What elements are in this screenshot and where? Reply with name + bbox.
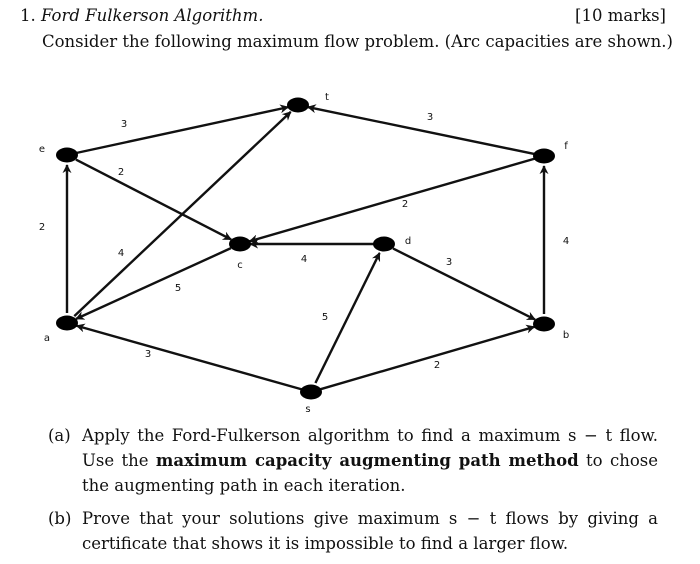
part-b-text: Prove that your solutions give maximum s − t flows by giving a certificate that shows it is impossible to find a larger flow. [82, 509, 658, 553]
node-label-f: f [564, 141, 568, 152]
edge-e-t [77, 107, 288, 153]
capacity-label-f-t: 3 [426, 112, 434, 123]
node-t [287, 98, 309, 113]
edge-f-c [250, 159, 535, 241]
capacity-label-s-d: 5 [321, 312, 329, 323]
edge-d-b [393, 248, 535, 319]
part-a-bold: maximum capacity augmenting path method [155, 451, 579, 470]
edge-c-a [76, 248, 231, 319]
capacity-label-c-a: 5 [174, 283, 182, 294]
node-s [300, 385, 322, 400]
question-number: 1. [20, 6, 36, 25]
part-b-label: (b) [48, 509, 72, 528]
node-f [533, 149, 555, 164]
capacity-label-b-f: 4 [562, 236, 570, 247]
edge-a-t [74, 112, 290, 316]
node-b [533, 317, 555, 332]
part-a [48, 423, 658, 498]
node-label-b: b [562, 330, 570, 341]
edge-s-a [77, 326, 302, 390]
node-label-t: t [325, 92, 329, 103]
node-label-a: a [43, 333, 51, 344]
capacity-label-d-b: 3 [445, 257, 453, 268]
node-e [56, 148, 78, 163]
capacity-label-e-t: 3 [120, 119, 128, 130]
node-c [229, 237, 251, 252]
part-a-label: (a) [48, 426, 71, 445]
capacity-label-e-c: 2 [117, 167, 125, 178]
node-a [56, 316, 78, 331]
part-b [48, 506, 658, 556]
edge-s-b [321, 327, 535, 389]
node-label-c: c [237, 260, 243, 271]
edge-f-t [308, 107, 534, 154]
part-a-text [82, 423, 658, 498]
node-label-s: s [305, 404, 311, 415]
node-label-e: e [38, 144, 46, 155]
capacity-label-f-c: 2 [401, 199, 409, 210]
edge-e-c [76, 160, 231, 240]
question-title: Ford Fulkerson Algorithm. [41, 6, 264, 25]
node-d [373, 237, 395, 252]
capacity-label-s-a: 3 [144, 349, 152, 360]
question-intro: Consider the following maximum flow problem. (Arc capacities are shown.) [42, 32, 673, 51]
capacity-label-d-c: 4 [300, 254, 308, 265]
capacity-label-a-t: 4 [117, 248, 125, 259]
capacity-label-a-e: 2 [38, 222, 46, 233]
node-label-d: d [404, 236, 412, 247]
part-a-text-before: Apply the Ford-Fulkerson algorithm to find a maximum s − t flow. Use the [82, 426, 658, 470]
question-marks: [10 marks] [575, 6, 666, 25]
part-a-text-after: to chose the augmenting path in each iteration. [82, 451, 659, 495]
capacity-label-s-b: 2 [433, 360, 441, 371]
question-parts [48, 423, 658, 564]
